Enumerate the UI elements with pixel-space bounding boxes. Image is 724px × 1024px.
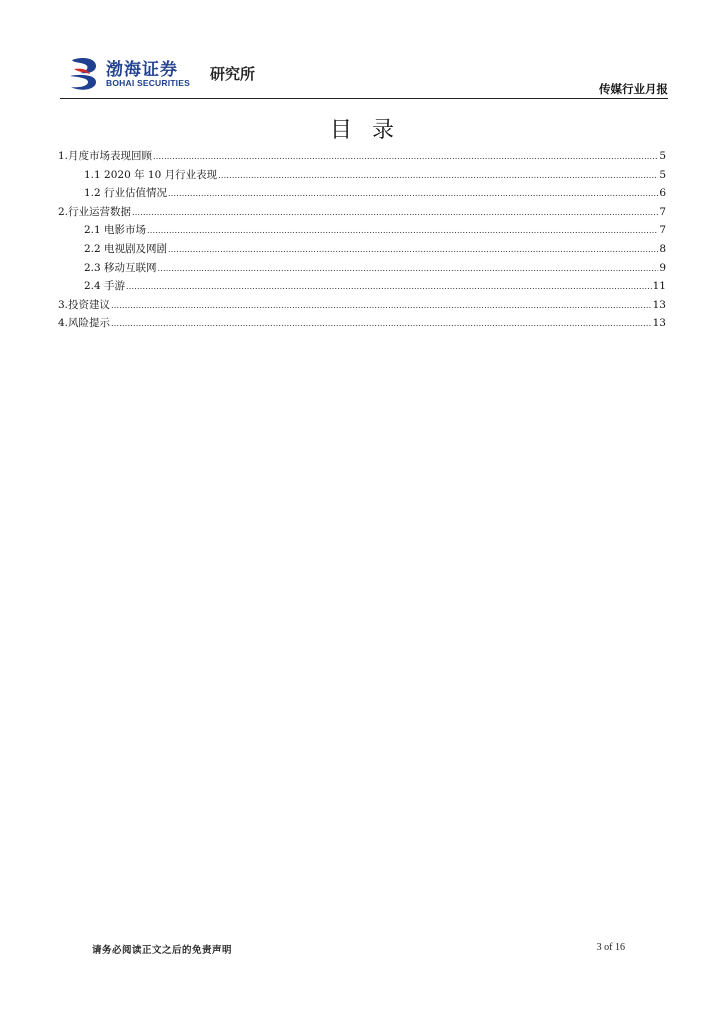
toc-entry-label: 2.1 电影市场 [84,224,147,237]
toc-entry-page: 11 [652,280,666,293]
toc-entry-page: 7 [659,224,666,237]
table-of-contents [58,147,666,333]
toc-entry-page: 9 [659,261,666,274]
toc-entry-page: 13 [652,317,666,330]
toc-entry[interactable] [58,221,666,240]
logo-english-name: BOHAI SECURITIES [106,78,190,88]
toc-entry[interactable] [58,314,666,333]
toc-entry-label: 2.2 电视剧及网剧 [84,242,168,255]
toc-entry[interactable] [58,296,666,315]
page-header [60,54,668,100]
toc-entry[interactable] [58,203,666,222]
toc-leader-dots [168,241,658,260]
logo-chinese-name: 渤海证券 [106,60,178,80]
toc-entry[interactable] [58,240,666,259]
page-indicator: 3 of 16 [596,942,625,953]
toc-entry-page: 6 [659,187,666,200]
toc-entry-page: 8 [659,242,666,255]
toc-entry-label: 2.行业运营数据 [58,205,132,218]
toc-title: 目录 [329,118,414,143]
toc-entry[interactable] [58,277,666,296]
disclaimer-note: 请务必阅读正文之后的免责声明 [92,945,233,956]
toc-entry-label: 1.2 行业估值情况 [84,187,168,200]
toc-leader-dots [147,222,658,241]
toc-entry-label: 2.4 手游 [84,280,126,293]
toc-leader-dots [218,167,658,186]
toc-leader-dots [126,278,652,297]
institute-label: 研究所 [210,65,256,83]
toc-leader-dots [158,260,659,279]
toc-leader-dots [153,148,658,167]
toc-entry-label: 4.风险提示 [58,317,111,330]
toc-entry-page: 5 [659,150,666,162]
toc-entry-page: 7 [659,205,666,218]
toc-entry[interactable] [58,166,666,185]
toc-entry-label: 3.投资建议 [58,298,111,311]
toc-entry[interactable] [58,259,666,278]
toc-leader-dots [132,204,658,223]
toc-entry-page: 13 [652,298,666,311]
toc-leader-dots [111,315,652,334]
bohai-logo-icon [68,56,100,92]
toc-entry-page: 5 [659,168,666,181]
header-divider [60,98,668,99]
bohai-securities-logo [68,54,268,94]
toc-entry-label: 1.月度市场表现回顾 [58,150,153,162]
toc-entry-label: 2.3 移动互联网 [84,261,157,274]
toc-leader-dots [111,297,652,316]
toc-entry-label: 1.1 2020 年 10 月行业表现 [84,168,218,181]
toc-entry[interactable] [58,184,666,203]
toc-leader-dots [168,185,658,204]
report-type: 传媒行业月报 [599,82,668,96]
toc-entry[interactable] [58,147,666,166]
